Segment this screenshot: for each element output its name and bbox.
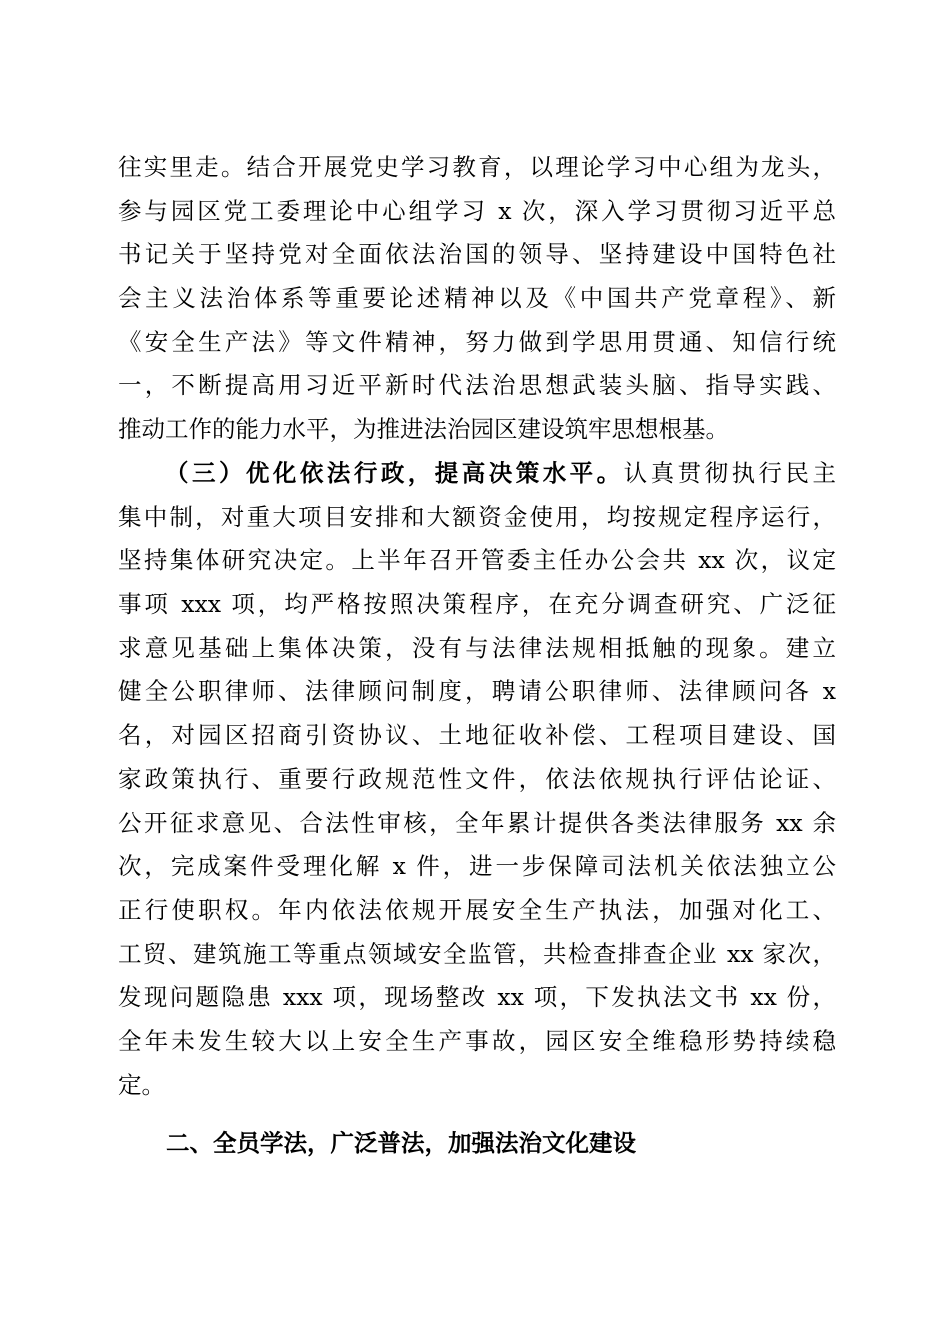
text-line: 事项 xxx 项，均严格按照决策程序，在充分调查研究、广泛征	[118, 590, 836, 619]
text-line: 定。	[118, 1070, 165, 1099]
text-line: 全年未发生较大以上安全生产事故，园区安全维稳形势持续稳	[118, 1026, 836, 1055]
text-line: 书记关于坚持党对全面依法治国的领导、坚持建设中国特色社	[118, 240, 836, 269]
text-line: 名，对园区招商引资协议、土地征收补偿、工程项目建设、国	[118, 721, 836, 750]
text-line: 集中制，对重大项目安排和大额资金使用，均按规定程序运行，	[118, 502, 836, 531]
text-line: 发现问题隐患 xxx 项，现场整改 xx 项，下发执法文书 xx 份，	[118, 983, 836, 1012]
paragraph-2-first-rest: 认真贯彻执行民主	[623, 459, 837, 487]
text-line: 工贸、建筑施工等重点领域安全监管，共检查排查企业 xx 家次，	[118, 939, 836, 968]
paragraph-2	[118, 452, 836, 1107]
paragraph-2-title: （三）优化依法行政，提高决策水平。	[165, 459, 624, 487]
text-line: 《安全生产法》等文件精神，努力做到学思用贯通、知信行统	[118, 327, 836, 356]
text-line: 求意见基础上集体决策，没有与法律法规相抵触的现象。建立	[118, 633, 836, 662]
text-line: 往实里走。结合开展党史学习教育，以理论学习中心组为龙头，	[118, 153, 836, 181]
text-line: 家政策执行、重要行政规范性文件，依法依规执行评估论证、	[118, 764, 836, 793]
text-line: 公开征求意见、合法性审核，全年累计提供各类法律服务 xx 余	[118, 808, 836, 837]
text-line: 推动工作的能力水平，为推进法治园区建设筑牢思想根基。	[118, 415, 729, 444]
text-line: 一，不断提高用习近平新时代法治思想武装头脑、指导实践、	[118, 371, 836, 400]
text-line: 健全公职律师、法律顾问制度，聘请公职律师、法律顾问各 x	[118, 677, 836, 706]
text-line: 参与园区党工委理论中心组学习 x 次，深入学习贯彻习近平总	[118, 196, 836, 225]
paragraph-1	[118, 146, 836, 452]
section-heading: 二、全员学法，广泛普法，加强法治文化建设	[166, 1129, 636, 1157]
text-line: 会主义法治体系等重要论述精神以及《中国共产党章程》、新	[118, 284, 836, 313]
text-line: 坚持集体研究决定。上半年召开管委主任办公会共 xx 次，议定	[118, 546, 836, 575]
text-line: 次，完成案件受理化解 x 件，进一步保障司法机关依法独立公	[118, 852, 836, 881]
text-line: 正行使职权。年内依法依规开展安全生产执法，加强对化工、	[118, 895, 836, 924]
text-line-first	[118, 452, 836, 496]
